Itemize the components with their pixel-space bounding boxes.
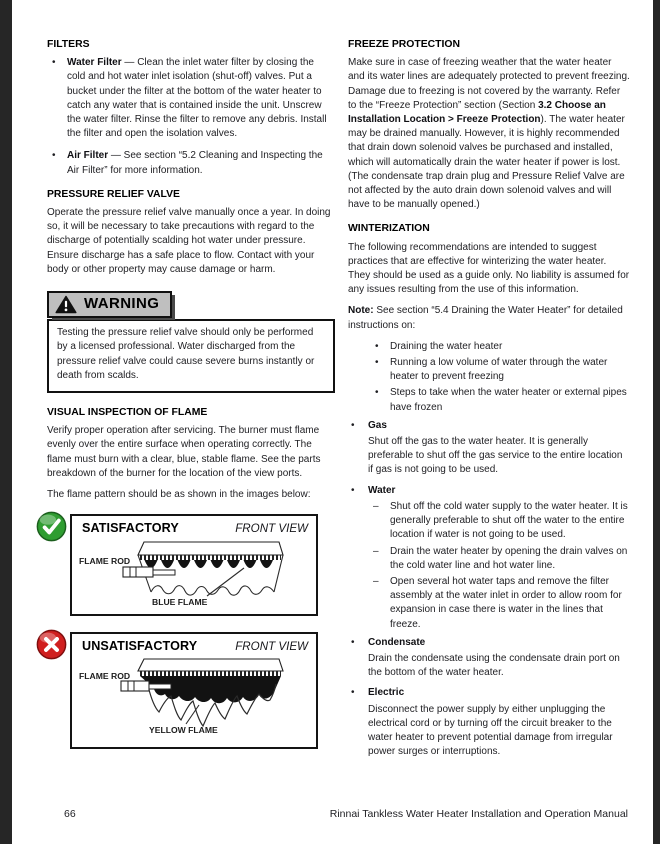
satisfactory-box	[70, 514, 318, 616]
figure-header	[72, 516, 316, 536]
page-number: 66	[64, 808, 76, 820]
front-view-label: FRONT VIEW	[235, 522, 308, 536]
filters-heading: FILTERS	[47, 39, 90, 50]
visual-inspection-paragraph: Verify proper operation after servicing. The burner must flame evenly over the entire surface when operating correctly. The flame must burn with a clear, blue, stable flame. See the parts breakdown of the burner for the location of the view ports.	[47, 425, 321, 479]
bullet-icon: •	[375, 340, 379, 352]
unsatisfactory-box	[70, 632, 318, 748]
bullet-icon: •	[375, 387, 379, 399]
winterization-note: Note: See section “5.4 Draining the Water Heater” for detailed instructions on:	[348, 305, 623, 331]
freeze-section-reference: 3.2 Choose an Installation Location > Freeze Protection	[348, 99, 606, 126]
bullet-icon: •	[351, 419, 355, 431]
list-item-text: Water Filter — Clean the inlet water filter by closing the cold and hot water inlet isolation (shut-off) valves. Put a bucket under the filter at the bottom of the water heater to catch any water that is contained inside the unit. Unscrew the water filter. Rinse the filter to remove any debris. Install the filter and open the isolation valves.	[67, 57, 327, 140]
yellow-flame-label: YELLOW FLAME	[149, 724, 218, 735]
warning-triangle-icon	[55, 295, 77, 314]
list-item-water-filter	[47, 56, 335, 141]
water-dash-item: – Open several hot water taps and remove the filter assembly at the water inlet in order to allow room for expansion in case there is water in the lines that freeze.	[348, 575, 630, 632]
satisfactory-figure	[70, 514, 335, 616]
water-dash-item: – Drain the water heater by opening the drain valves on the cold water line and hot water line.	[348, 545, 630, 573]
winterization-intro-paragraph: The following recommendations are intended to suggest practices that are effective for winterizing the water heater. They should be used as a guide only. No liability is assumed for any issues resulting from the use of this information.	[348, 241, 630, 296]
bullet-icon: •	[351, 687, 355, 699]
figure-header	[72, 634, 316, 654]
pressure-relief-valve-paragraph: Operate the pressure relief valve manually once a year. In doing so, it will be necessary to take precautions with regard to the discharge of potentially scalding hot water under pressure. Ensure discharge has a safe place to flow. Contact with your body or other property may cause damage or harm.	[47, 207, 331, 275]
left-column	[47, 38, 335, 749]
electric-term: Electric	[368, 687, 405, 699]
bullet-icon: •	[52, 150, 56, 162]
right-edge-bar	[653, 0, 660, 844]
note-label: Note:	[348, 305, 374, 317]
condensate-text: Drain the condensate using the condensate drain port on the bottom of the water heater.	[368, 652, 620, 679]
list-item-text: Air Filter — See section “5.2 Cleaning and Inspecting the Air Filter” for more information.	[67, 150, 323, 176]
bullet-icon: •	[375, 357, 379, 369]
flame-rod-label: FLAME ROD	[79, 670, 131, 681]
warning-box	[47, 291, 335, 393]
electric-bullet	[348, 686, 630, 700]
figure-title: UNSATISFACTORY	[82, 639, 198, 654]
warning-header	[47, 291, 172, 318]
check-icon	[36, 511, 67, 542]
warning-body-text: Testing the pressure relief valve should only be performed by a licensed professional. Water discharged from the pressure relief valve could cause severe burns instantly or death from scalds.	[47, 319, 335, 393]
dash-icon: –	[373, 575, 379, 587]
bullet-icon: •	[351, 636, 355, 648]
bullet-icon: •	[351, 484, 355, 496]
unsatisfactory-figure	[70, 632, 335, 748]
condensate-term: Condensate	[368, 636, 426, 648]
electric-text: Disconnect the power supply by either unplugging the electrical cord or by turning off the circuit breaker to the water heater to prevent potential damage from irregular power surges or interruptions.	[368, 703, 613, 758]
freeze-protection-heading: FREEZE PROTECTION	[348, 39, 460, 50]
freeze-protection-paragraph: Make sure in case of freezing weather that the water heater and its water lines are adequately protected to prevent freezing. Damage due to freezing is not covered by the warranty. Refer to the “Freeze Protection” section (Section 3.2 Choose an Installation Location > Freeze Protection). The water heater may be drained manually. However, it is highly recommended that drain down solenoid valves be purchased and installed, which will automatically drain the water heater if power is lost. (The condensate trap drain plug and Pressure Relief Valve are not affected by the auto drain down solenoid valves and will have to be manually opened.)	[348, 57, 630, 211]
flame-pattern-paragraph: The flame pattern should be as shown in the images below:	[47, 489, 311, 501]
note-bullet-item: • Steps to take when the water heater or external pipes have frozen	[348, 386, 630, 414]
left-edge-bar	[0, 0, 12, 844]
water-term: Water	[368, 484, 396, 496]
gas-bullet	[348, 419, 630, 433]
condensate-bullet	[348, 636, 630, 650]
gas-text: Shut off the gas to the water heater. It is generally preferable to shut off the gas service to the entire location if gas is not going to be used.	[368, 436, 623, 476]
dash-icon: –	[373, 545, 379, 557]
yellow-flame-diagram	[72, 655, 316, 747]
term-water-filter: Water Filter	[67, 57, 122, 69]
bullet-icon: •	[52, 57, 56, 69]
note-bullet-item: • Draining the water heater	[348, 340, 630, 354]
flame-rod-label: FLAME ROD	[79, 556, 131, 567]
cross-icon	[36, 629, 67, 660]
dash-icon: –	[373, 500, 379, 512]
water-dash-item: – Shut off the cold water supply to the water heater. It is generally preferable to shut off the water to the entire location if water is not going to be used.	[348, 500, 630, 543]
warning-label: WARNING	[84, 295, 160, 313]
winterization-heading: WINTERIZATION	[348, 223, 430, 235]
gas-term: Gas	[368, 419, 387, 431]
visual-inspection-heading: VISUAL INSPECTION OF FLAME	[47, 407, 208, 419]
list-item-air-filter	[47, 149, 335, 177]
term-air-filter: Air Filter	[67, 150, 109, 162]
blue-flame-diagram	[72, 536, 316, 614]
pressure-relief-valve-heading: PRESSURE RELIEF VALVE	[47, 188, 180, 200]
water-bullet	[348, 484, 630, 498]
front-view-label: FRONT VIEW	[235, 640, 308, 654]
blue-flame-label: BLUE FLAME	[152, 597, 208, 608]
footer-manual-title: Rinnai Tankless Water Heater Installation and Operation Manual	[329, 808, 628, 820]
right-column	[348, 38, 630, 765]
figure-title: SATISFACTORY	[82, 521, 179, 536]
note-bullet-item: • Running a low volume of water through the water heater to prevent freezing	[348, 356, 630, 384]
